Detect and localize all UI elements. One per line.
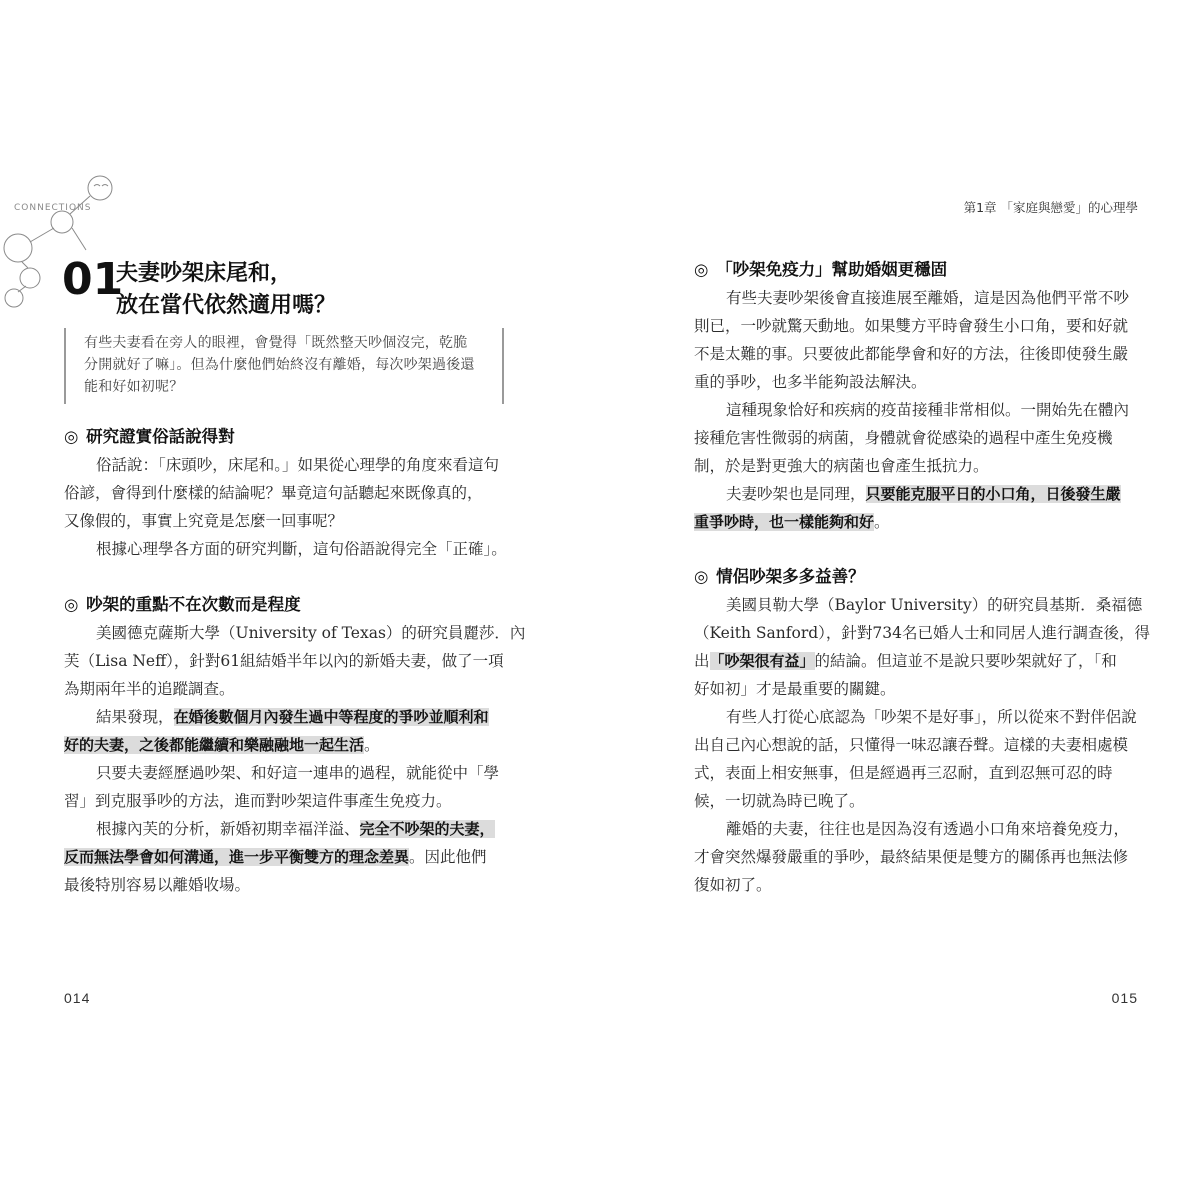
text-run: 根據心理學各方面的研究判斷，這句俗語說得完全「正確」。 [96,540,507,558]
text-run: 式，表面上相安無事，但是經過再三忍耐，直到忍無可忍的時 [694,764,1113,782]
text-line [694,591,1150,619]
paragraph [64,619,525,703]
text-line [694,731,1150,759]
paragraph [64,451,507,535]
text-line [64,731,525,759]
text-line [64,647,525,675]
text-line [64,675,525,703]
text-run: 有些人打從心底認為「吵架不是好事」，所以從來不對伴侶說 [726,708,1137,726]
text-run: 只要夫妻經歷過吵架、和好這一連串的過程，就能從中「學 [96,764,500,782]
text-run: 美國貝勒大學（Baylor University）的研究員基斯．桑福德 [726,596,1143,614]
chapter-number: 01 [62,254,124,305]
text-line [694,312,1129,340]
text-run: 夫妻吵架也是同理， [726,485,866,503]
running-header: 第1章 「家庭與戀愛」的心理學 [963,200,1138,215]
section-sayings [64,423,507,563]
paragraph [694,591,1150,703]
paragraph [694,396,1129,480]
text-line [694,703,1150,731]
text-run: 最後特別容易以離婚收場。 [64,876,251,894]
intro-text [84,332,502,398]
paragraph [64,759,525,815]
paragraph [694,480,1129,536]
section-title: 研究證實俗話說得對 [86,427,235,446]
intro-line: 有些夫妻看在旁人的眼裡，會覺得「既然整天吵個沒完，乾脆 [84,335,468,351]
text-line [694,647,1150,675]
paragraph [694,815,1150,899]
highlighted-text: 反而無法學會如何溝通，進一步平衡雙方的理念差異 [64,848,410,866]
text-line [694,480,1129,508]
text-line [64,871,525,899]
text-line [64,479,507,507]
text-run: 俗諺，會得到什麼樣的結論呢？畢竟這句話聽起來既像真的， [64,484,483,502]
bullseye-icon: ◎ [694,567,709,586]
text-run: （Keith Sanford），針對734名已婚人士和同居人進行調查後，得 [694,624,1151,642]
highlighted-text: 「吵架很有益」 [709,652,815,670]
chapter-title-line: 放在當代依然適用嗎？ [116,293,337,318]
section-title: 「吵架免疫力」幫助婚姻更穩固 [716,260,948,279]
text-line [694,759,1150,787]
text-run: 重的爭吵，也多半能夠設法解決。 [694,373,927,391]
section-heading [694,563,1150,591]
text-run: 好如初」才是最重要的關鍵。 [694,680,896,698]
intro-line: 分開就好了嘛」。但為什麼他們始終沒有離婚，每次吵架過後還 [84,357,475,373]
text-run: 。 [874,513,890,531]
text-run: 這種現象恰好和疾病的疫苗接種非常相似。一開始先在體內 [726,401,1130,419]
text-run: 結果發現， [96,708,174,726]
text-line [64,507,507,535]
section-degree [64,591,525,899]
text-line [694,843,1150,871]
section-heading [694,256,1129,284]
bullseye-icon: ◎ [64,595,79,614]
text-run: 。因此他們 [409,848,487,866]
intro-box [64,328,504,404]
highlighted-text: 在婚後數個月內發生過中等程度的爭吵並順利和 [173,708,489,726]
paragraph [64,703,525,759]
text-line [64,787,525,815]
page-number: 015 [1111,990,1138,1006]
bullseye-icon: ◎ [694,260,709,279]
text-line [64,843,525,871]
text-run: 出自己內心想說的話，只懂得一味忍讓吞聲。這樣的夫妻相處模 [694,736,1129,754]
chapter-title [116,258,336,322]
text-run: 習」到克服爭吵的方法，進而對吵架這件事產生免疫力。 [64,792,452,810]
text-run: 芙（Lisa Neff），針對61組結婚半年以內的新婚夫妻，做了一項 [64,652,504,670]
text-line [694,787,1150,815]
text-run: 又像假的，事實上究竟是怎麼一回事呢？ [64,512,344,530]
text-run: 制，於是對更強大的病菌也會產生抵抗力。 [694,457,989,475]
text-run: 俗話說：「床頭吵，床尾和。」如果從心理學的角度來看這句 [96,456,500,474]
text-run: 候，一切就為時已晚了。 [694,792,865,810]
text-run: 接種危害性微弱的病菌，身體就會從感染的過程中產生免疫機 [694,429,1113,447]
text-line [694,871,1150,899]
text-run: 。 [364,736,380,754]
text-line [64,451,507,479]
text-run: 則已，一吵就驚天動地。如果雙方平時會發生小口角，要和好就 [694,317,1129,335]
chapter-title-line: 夫妻吵架床尾和， [116,261,293,286]
text-line [64,815,525,843]
section-immunity [694,256,1129,536]
text-line [694,368,1129,396]
page-number: 014 [64,990,91,1006]
text-line [694,340,1129,368]
text-line [694,452,1129,480]
paragraph [64,535,507,563]
highlighted-text: 完全不吵架的夫妻， [359,820,495,838]
text-line [694,396,1129,424]
text-run: 有些夫妻吵架後會直接進展至離婚，這是因為他們平常不吵 [726,289,1130,307]
section-title: 吵架的重點不在次數而是程度 [86,595,301,614]
highlighted-text: 好的夫妻，之後都能繼續和樂融融地一起生活 [64,736,365,754]
section-heading [64,591,525,619]
decoration-label: CONNECTIONS [14,203,92,213]
text-run: 不是太難的事。只要彼此都能學會和好的方法，往後即使發生嚴 [694,345,1129,363]
text-run: 出 [694,652,710,670]
highlighted-text: 只要能克服平日的小口角，日後發生嚴 [865,485,1121,503]
text-run: 為期兩年半的追蹤調查。 [64,680,235,698]
bullseye-icon: ◎ [64,427,79,446]
text-line [694,424,1129,452]
text-line [64,619,525,647]
highlighted-text: 重爭吵時，也一樣能夠和好 [694,513,875,531]
section-couples [694,563,1150,899]
text-run: 才會突然爆發嚴重的爭吵，最終結果便是雙方的關係再也無法修 [694,848,1129,866]
text-run: 復如初了。 [694,876,772,894]
text-line [694,619,1150,647]
text-line [694,675,1150,703]
text-line [64,535,507,563]
text-line [694,284,1129,312]
text-run: 根據內芙的分析，新婚初期幸福洋溢、 [96,820,360,838]
text-line [64,703,525,731]
text-run: 的結論。但這並不是說只要吵架就好了，「和 [814,652,1117,670]
text-run: 美國德克薩斯大學（University of Texas）的研究員麗莎．內 [96,624,526,642]
section-title: 情侶吵架多多益善？ [716,567,865,586]
paragraph [694,284,1129,396]
right-page [600,0,1200,1200]
paragraph [694,703,1150,815]
text-line [64,759,525,787]
intro-line: 能和好如初呢？ [84,379,184,395]
section-heading [64,423,507,451]
text-line [694,508,1129,536]
text-run: 離婚的夫妻，往往也是因為沒有透過小口角來培養免疫力， [726,820,1130,838]
text-line [694,815,1150,843]
paragraph [64,815,525,899]
